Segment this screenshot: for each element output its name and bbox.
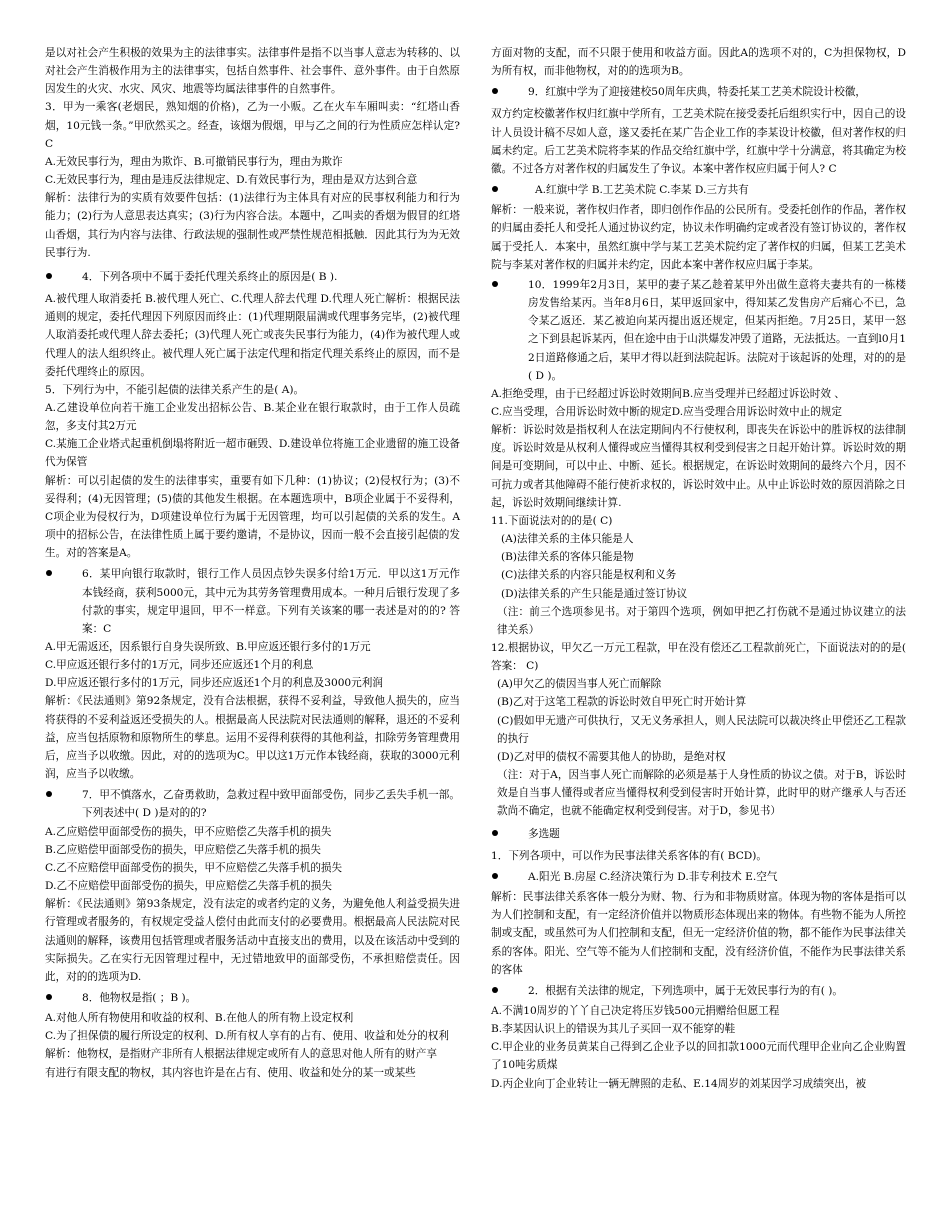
note: （注：前三个选项参见书。对于第四个选项，例如甲把乙打伤就不是通过协议建立的法律关系） [497,605,906,636]
option: (D)乙对甲的债权不需要其他人的协助，是绝对权 [497,750,726,763]
question-multi-1: 1．下列各项中，可以作为民事法律关系客体的有( BCD)。 [491,849,768,862]
left-column [45,44,460,1082]
analysis: 解析：可以引起债的发生的法律事实，重要有如下几种：(1)协议；(2)侵权行为；(3)不妥得利；(4)无因管理；(5)债的其他发生根据。在本题选项中，B项企业属于不妥得利，C项企业为侵权行为，D项建设单位行为属于无因管理，均可以引起债的关系的发生。A项中的招标公告，在法律性质上属于要约邀请，不是协议，因而一般不会直接引起债的发生。对的答案是A。 [45,474,460,560]
option: A.对他人所有物使用和收益的权利、B.在他人的所有物上设定权利 [45,1012,354,1025]
analysis: 解析：民事法律关系客体一般分为财、物、行为和非物质财富。体现为物的客体是指可以为人们控制和支配，有一定经济价值并以物质形态体现出来的物体。有些物不能为人所控制或支配，或虽然可为人们控制和支配，但无一定经济价值的物，都不能作为民事法律关系的客体。阳光、空气等不能为人们控制和支配，没有经济价值，不能作为民事法律关系的客体 [491,891,906,976]
paragraph: 方面对物的支配，而不只限于使用和收益方面。因此A的选项不对的，C为担保物权，D为所有权，而非他物权，对的的选项为B。 [491,47,906,78]
option: A.不满10周岁的丫丫自己决定将压岁钱500元捐赠给但愿工程 [491,1004,780,1017]
options-multi-1: A.阳光 B.房屋 C.经济决策行为 D.非专利技术 E.空气 [491,868,906,886]
option: (B)乙对于这笔工程款的诉讼时效自甲死亡时开始计算 [497,696,747,709]
option: C.无效民事行为，理由是违反法律规定、D.有效民事行为，理由是双方达到合意 [45,174,418,187]
question-8: 8．他物权是指( ；B )。 [45,989,460,1007]
question-6: 6．某甲向银行取款时，银行工作人员因点钞失误多付给1万元．甲以这1万元作本钱经商，获利5000元，其中元为其劳务管理费用成本。一种月后银行发现了多付款的事实，规定甲退回，甲不一样意。下列有关该案的哪一表述是对的的? 答案：C [45,565,460,638]
option: B.李某因认识上的错误为其儿子买回一双不能穿的鞋 [491,1023,736,1036]
analysis: 解析：他物权，是指财产非所有人根据法律规定或所有人的意思对他人所有的财产享 [45,1048,437,1061]
option: (C)假如甲无遗产可供执行，又无义务承担人，则人民法院可以裁决终止甲偿还乙工程款的执行 [497,714,906,745]
option: (C)法律关系的内容只能是权利和义务 [501,569,677,582]
option: A.无效民事行为，理由为欺诈、B.可撤销民事行为，理由为欺诈 [45,155,343,168]
option: C.为了担保债的履行所设定的权利、D.所有权人享有的占有、使用、收益和处分的权利 [45,1030,449,1043]
analysis: 解析：《民法通则》第93条规定，没有法定的或者约定的义务，为避免他人利益受损失进行管理或者服务的，有权规定受益人偿付由此而支付的必要费用。根据最高人民法院对民法通则的解释，该费用包括管理或者服务活动中直接支出的费用，以及在该活动中受到的实际损失。乙在实行无因管理过程中，无过错地致甲的面部受伤，不承担赔偿责任。因此，对的的选项为D. [45,898,460,983]
option: (A)法律关系的主体只能是人 [501,533,634,546]
option: D.甲应返还银行多付的1万元，同步还应返还1个月的利息及3000元利润 [45,677,383,690]
analysis: 解析：一般来说，著作权归作者，即归创作作品的公民所有。受委托创作的作品，著作权的归属由委托人和受托人通过协议约定，协议未作明确约定或者没有签订协议的，著作权属于受托人．本案中，虽然红旗中学与某工艺美术院约定了著作权的归属，但某工艺美术院与李某对著作权的归属并未约定，因此本案中著作权应归属于李某。 [491,204,906,271]
analysis: 解析：法律行为的实质有效要件包括：(1)法律行为主体具有对应的民事权利能力和行为能力；(2)行为人意思表达真实；(3)行为内容合法。本题中，乙叫卖的香烟为假冒的红塔山香烟，其行为内容与法律、行政法规的强制性或严禁性规范相抵触．因此其行为为无效民事行为. [45,192,460,259]
note: （注：对于A，因当事人死亡而解除的必须是基于人身性质的协议之债。对于B，诉讼时效是自当事人懂得或者应当懂得权利受到侵害时开始计算，此时甲的财产继承人与否还款尚不确定，也就不能确定权利受到侵害。对于D，参见书） [497,769,906,818]
paragraph: 是以对社会产生积极的效果为主的法律事实。法律事件是指不以当事人意志为转移的、以对社会产生消极作用为主的法律事实，包括自然事件、社会事件、意外事件。由于自然原因发生的火灾、水灾、风灾、地震等均属法律事件的自然事件。 [45,47,460,96]
option: A.拒绝受理，由于已经超过诉讼时效期间B.应当受理并已经超过诉讼时效 、 [491,387,845,400]
option: (D)法律关系的产生只能是通过签订协议 [501,587,688,600]
question-9: 9．红旗中学为了迎接建校50周年庆典，特委托某工艺美术院设计校徽， [491,83,906,101]
paragraph: 有进行有限支配的物权，其内容也许是在占有、使用、收益和处分的某一或某些 [45,1066,416,1079]
option: (B)法律关系的客体只能是物 [501,551,634,564]
analysis: 解析：诉讼时效是指权利人在法定期间内不行使权利，即丧失在诉讼中的胜诉权的法律制度。诉讼时效是从权利人懂得或应当懂得其权利受到侵害之日起开始计算。诉讼时效的期间是可变期间，可以中止、中断、延长。根据规定，在诉讼时效期间的最终六个月，因不可抗力或者其他障碍不能行使祈求权的，诉讼时效中止。从中止诉讼时效的原因消除之日起，诉讼时效期间继续计算. [491,424,906,509]
paragraph: 双方约定校徽著作权归红旗中学所有，工艺美术院在接受委托后组织实行中，因自己的设计人员设计稿不尽如人意，遂又委托在某广告企业工作的李某设计校徽，但对著作权的归属未约定。后工艺美术院将李某的作品交给红旗中学，红旗中学十分满意，将其确定为校徽。不过各方对著作权的归属发生了争议。本案中著作权应归属于何人? C [491,108,906,175]
option: A.甲无需返还，因系银行自身失误所致、B.甲应返还银行多付的1万元 [45,641,371,653]
options-9: A.红旗中学 B.工艺美术院 C.李某 D.三方共有 [491,181,906,199]
option: D.乙不应赔偿甲面部受伤的损失，甲应赔偿乙失落手机的损失 [45,880,332,893]
option: C.甲应返还银行多付的1万元，同步还应返还1个月的利息 [45,659,314,672]
option: C.乙不应赔偿甲面部受伤的损失，甲不应赔偿乙失落手机的损失 [45,861,343,874]
option: (A)甲欠乙的债因当事人死亡而解除 [497,678,662,691]
right-column [491,44,906,1093]
analysis: 解析：《民法通则》第92条规定，没有合法根据，获得不妥利益，导致他人损失的，应当将获得的不妥利益返还受损失的人。根据最高人民法院对民法通则的解释，退还的不妥利益，应当包括原物和原物所生的孳息。运用不妥得利获得的其他利益，扣除劳务管理费用后，应当予以收缴。因此，对的的选项为C。甲以这1万元作本钱经商，获取的3000元利润，应当予以收缴。 [45,695,460,781]
options-analysis: A.被代理人取消委托 B.被代理人死亡、C.代理人辞去代理 D.代理人死亡解析：根据民法通则的规定，委托代理因下列原因而终止：(1)代理期限届满或代理事务完毕，(2)被代理人取消委托或代理人辞去委托；(3)代理人死亡或丧失民事行为能力，(4)作为被代理人或代理人的法人组织终止。被代理人死亡属于法定代理和指定代理关系终止的原因，而不是委托代理终止的原因。 [45,293,460,378]
option: D.丙企业向丁企业转让一辆无牌照的走私、E.14周岁的刘某因学习成绩突出，被 [491,1077,867,1090]
option: A.乙应赔偿甲面部受伤的损失，甲不应赔偿乙失落手机的损失 [45,825,332,838]
question-11: 11.下面说法对的的是( C) [491,514,613,527]
option: C.某施工企业塔式起重机倒塌将附近一超市砸毁、D.建设单位将施工企业遗留的施工设备代为保管 [45,438,460,469]
section-heading: 多选题 [491,825,906,843]
question-12: 12.根据协议，甲欠乙一万元工程款，甲在没有偿还乙工程款前死亡，下面说法对的的是( 答案： C) [491,642,906,673]
option: B.乙应赔偿甲面部受伤的损失，甲应赔偿乙失落手机的损失 [45,843,321,856]
option: A.乙建设单位向若干施工企业发出招标公告、B.某企业在银行取款时，由于工作人员疏忽，多支付其2万元 [45,401,460,433]
question-7: 7．甲不慎落水，乙奋勇救助，急救过程中致甲面部受伤，同步乙丢失手机一部。下列表述中( D )是对的的? [45,786,460,822]
option: C.应当受理，合用诉讼时效中断的规定D.应当受理合用诉讼时效中止的规定 [491,405,842,418]
question-3: 3．甲为一乘客(老烟民，熟知烟的价格)，乙为一小贩。乙在火车车厢叫卖：“红塔山香烟，10元钱一条。”甲欣然买之。经查，该烟为假烟，甲与乙之间的行为性质应怎样认定?C [45,101,460,150]
question-10: 10．1999年2月3日，某甲的妻子某乙趁着某甲外出做生意将夫妻共有的一栋楼房发售给某丙。当年8月6日，某甲返回家中，得知某乙发售房产后痛心不已，急令某乙返还．某乙被迫向某丙提出返还规定，但某丙拒绝。7月25日，某甲一怒之下到县起诉某丙，但在途中由于山洪爆发冲毁了道路，无法抵达。一直到l0月12日道路修通之后，某甲才得以赶到法院起诉。法院对于该起诉的处理，对的的是( D )。 [491,276,906,385]
question-multi-2: 2．根据有关法律的规定，下列选项中，属于无效民事行为的有( )。 [491,982,906,1000]
option: C.甲企业的业务员黄某自己得到乙企业予以的回扣款1000元而代理甲企业向乙企业购置了10吨劣质煤 [491,1041,906,1072]
question-5: 5．下列行为中，不能引起债的法律关系产生的是( A)。 [45,383,305,396]
question-4: 4．下列各项中不属于委托代理关系终止的原因是( B ). [45,268,460,286]
